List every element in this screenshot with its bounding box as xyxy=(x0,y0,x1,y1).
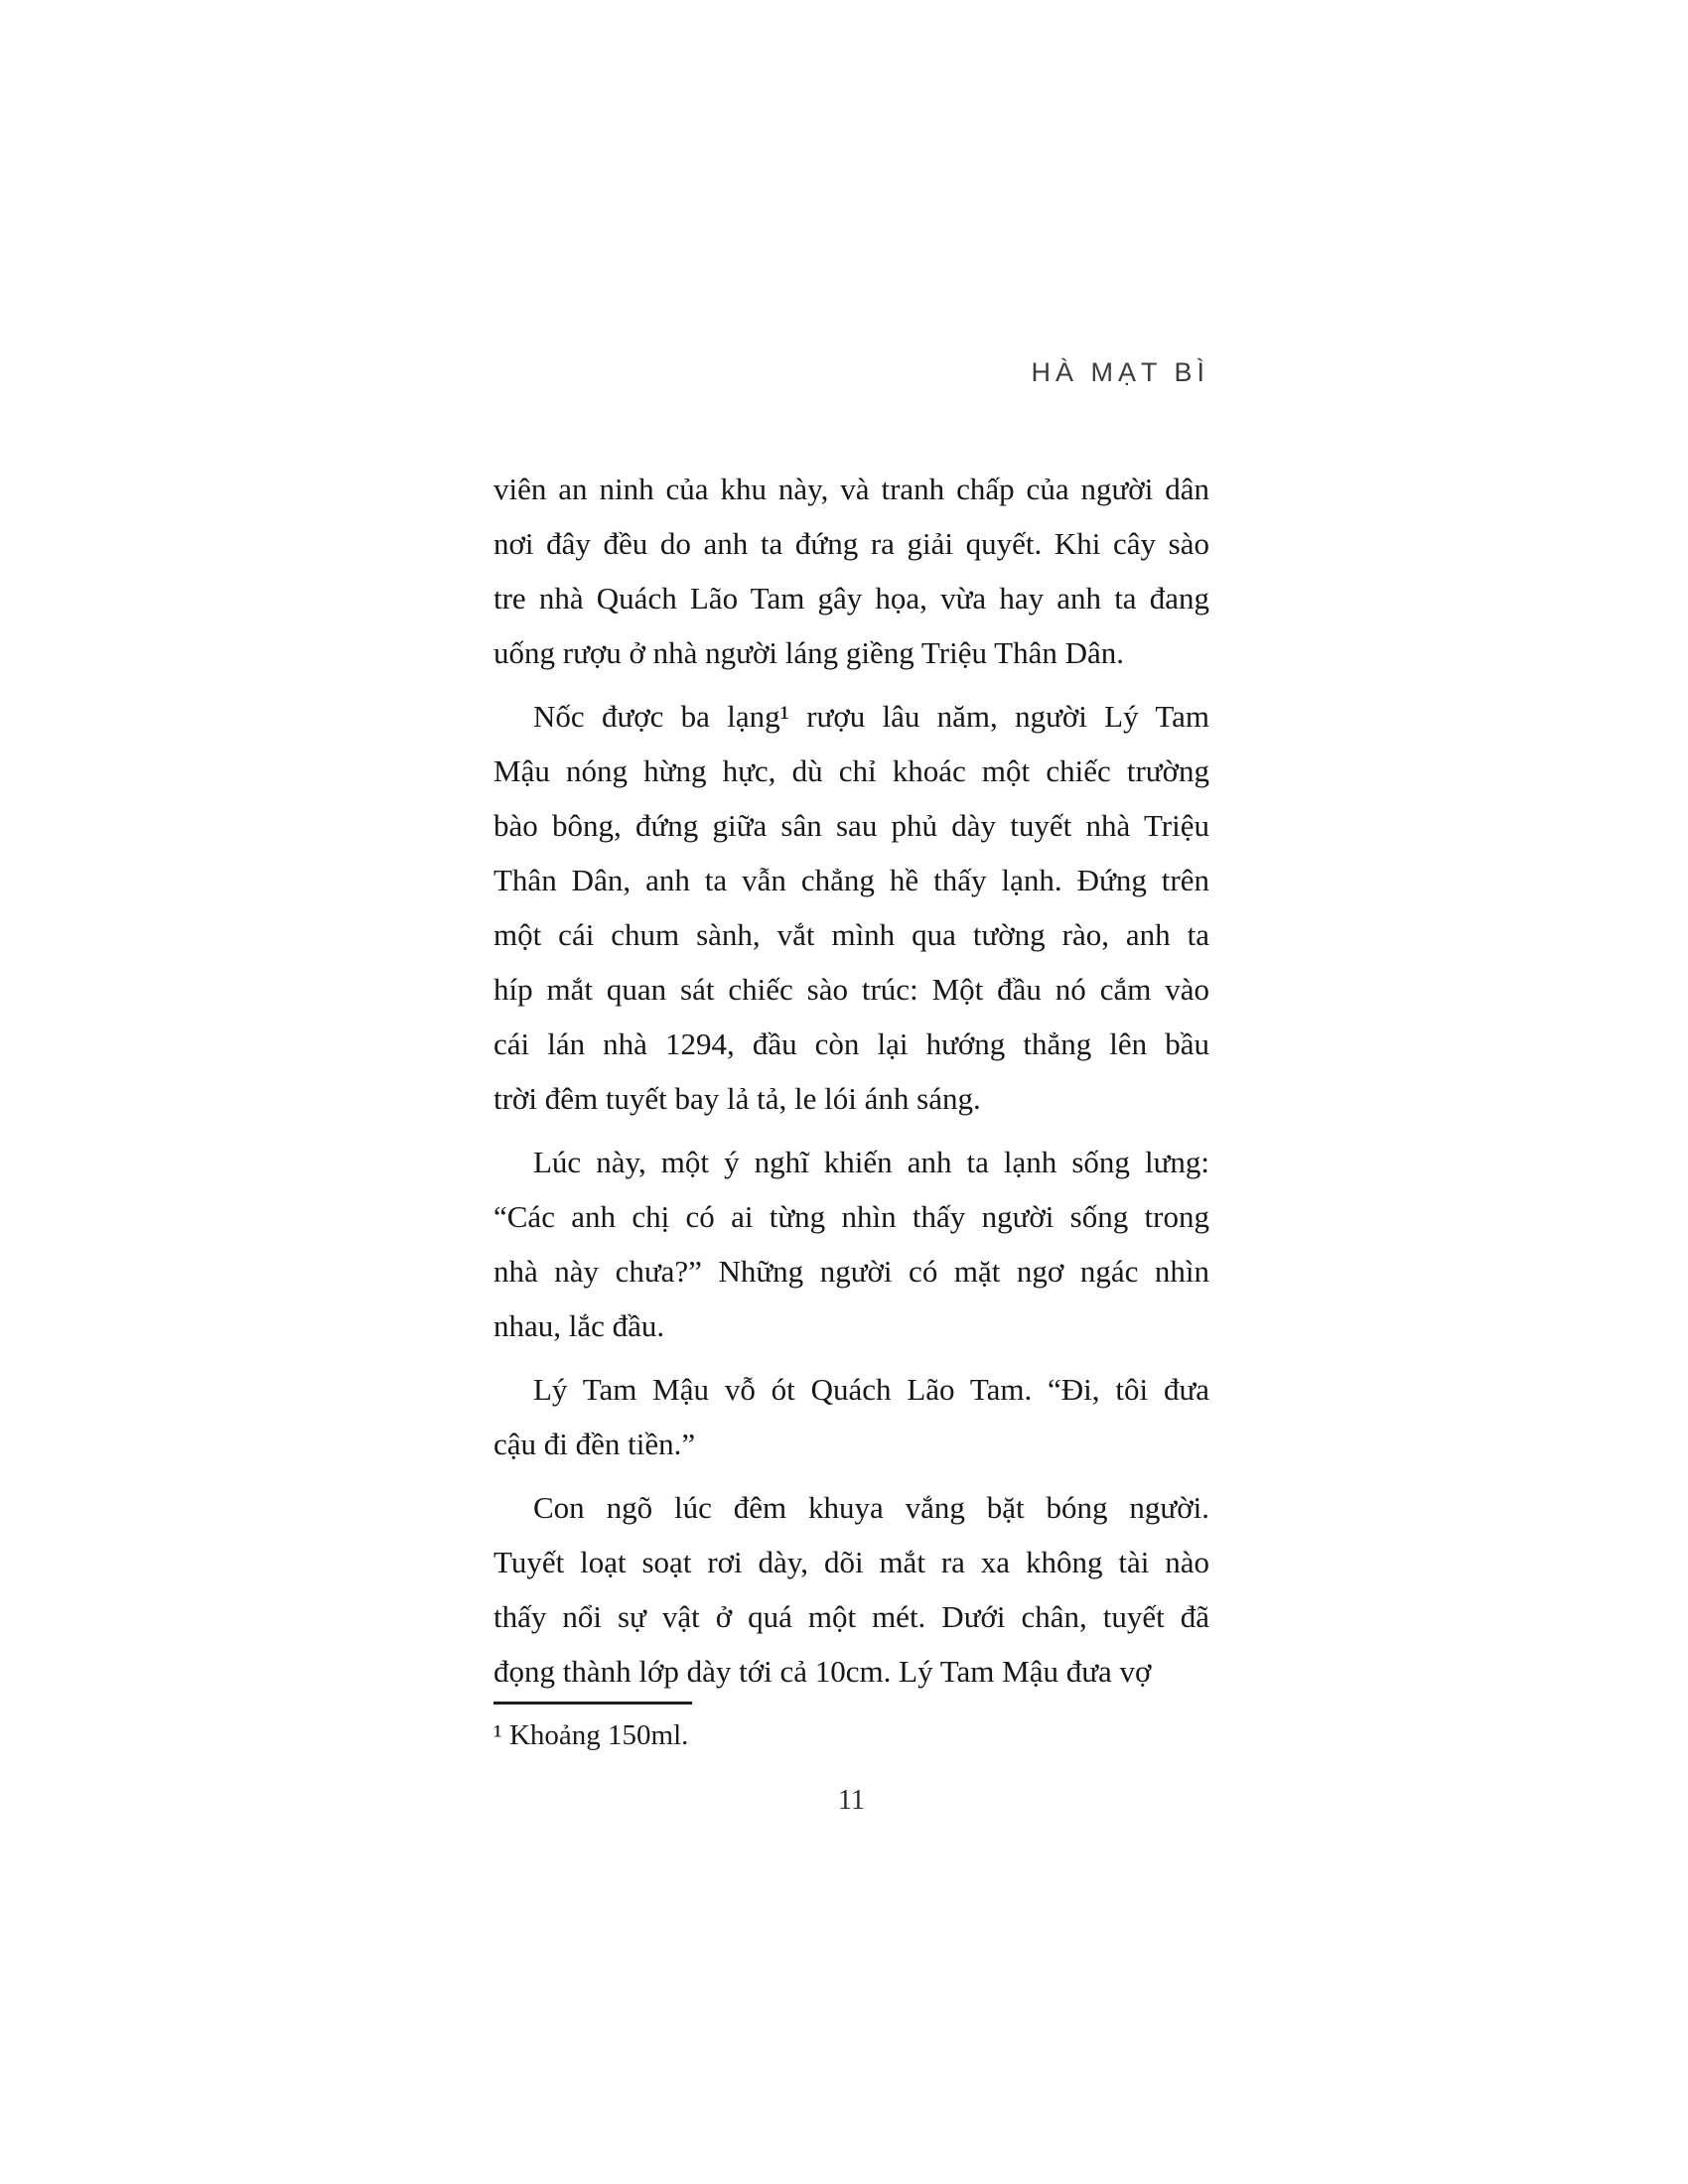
text-line: Mậu nóng hừng hực, dù chỉ khoác một chiếc trường xyxy=(493,753,1209,788)
text-line: bào bông, đứng giữa sân sau phủ dày tuyết nhà Triệu xyxy=(493,808,1209,843)
running-header: HÀ MẠT BÌ xyxy=(1031,357,1209,387)
text-line: Nốc được ba lạng¹ rượu lâu năm, người Lý Tam xyxy=(533,699,1209,734)
text-line: viên an ninh của khu này, và tranh chấp của người dân xyxy=(493,472,1209,506)
text-line: thấy nổi sự vật ở quá một mét. Dưới chân, tuyết đã xyxy=(493,1599,1209,1634)
paragraph xyxy=(493,1135,1209,1353)
paragraph xyxy=(493,462,1209,680)
footnote: ¹ Khoảng 150ml. xyxy=(493,1719,689,1751)
text-line: híp mắt quan sát chiếc sào trúc: Một đầu nó cắm vào xyxy=(493,972,1209,1007)
paragraph xyxy=(493,1362,1209,1471)
text-line: Thân Dân, anh ta vẫn chẳng hề thấy lạnh. Đứng trên xyxy=(493,863,1209,897)
paragraph xyxy=(493,689,1209,1126)
text-line: nơi đây đều do anh ta đứng ra giải quyết. Khi cây sào xyxy=(493,526,1209,561)
text-line: đọng thành lớp dày tới cả 10cm. Lý Tam Mậu đưa vợ xyxy=(493,1654,1152,1689)
text-line: uống rượu ở nhà người láng giềng Triệu Thân Dân. xyxy=(493,635,1124,670)
text-line: nhà này chưa?” Những người có mặt ngơ ngác nhìn xyxy=(493,1254,1209,1289)
text-line: Lý Tam Mậu vỗ ót Quách Lão Tam. “Đi, tôi đưa xyxy=(533,1372,1209,1407)
text-line: một cái chum sành, vắt mình qua tường rào, anh ta xyxy=(493,917,1209,952)
page-number: 11 xyxy=(838,1785,865,1816)
text-line: cậu đi đền tiền.” xyxy=(493,1427,696,1461)
text-line: nhau, lắc đầu. xyxy=(493,1308,665,1343)
text-line: tre nhà Quách Lão Tam gây họa, vừa hay anh ta đang xyxy=(493,581,1209,615)
text-line: Lúc này, một ý nghĩ khiến anh ta lạnh sống lưng: xyxy=(533,1145,1209,1179)
paragraph xyxy=(493,1480,1209,1699)
footnote-area xyxy=(493,1702,1209,1756)
text-line: Con ngõ lúc đêm khuya vắng bặt bóng người. xyxy=(533,1490,1209,1525)
text-line: “Các anh chị có ai từng nhìn thấy người sống trong xyxy=(493,1199,1209,1234)
text-line: Tuyết loạt soạt rơi dày, dõi mắt ra xa không tài nào xyxy=(493,1545,1209,1579)
text-line: trời đêm tuyết bay lả tả, le lói ánh sáng. xyxy=(493,1081,981,1116)
body-text xyxy=(493,462,1209,1707)
text-line: cái lán nhà 1294, đầu còn lại hướng thẳng lên bầu xyxy=(493,1026,1209,1061)
footnote-separator-rule xyxy=(493,1702,692,1705)
